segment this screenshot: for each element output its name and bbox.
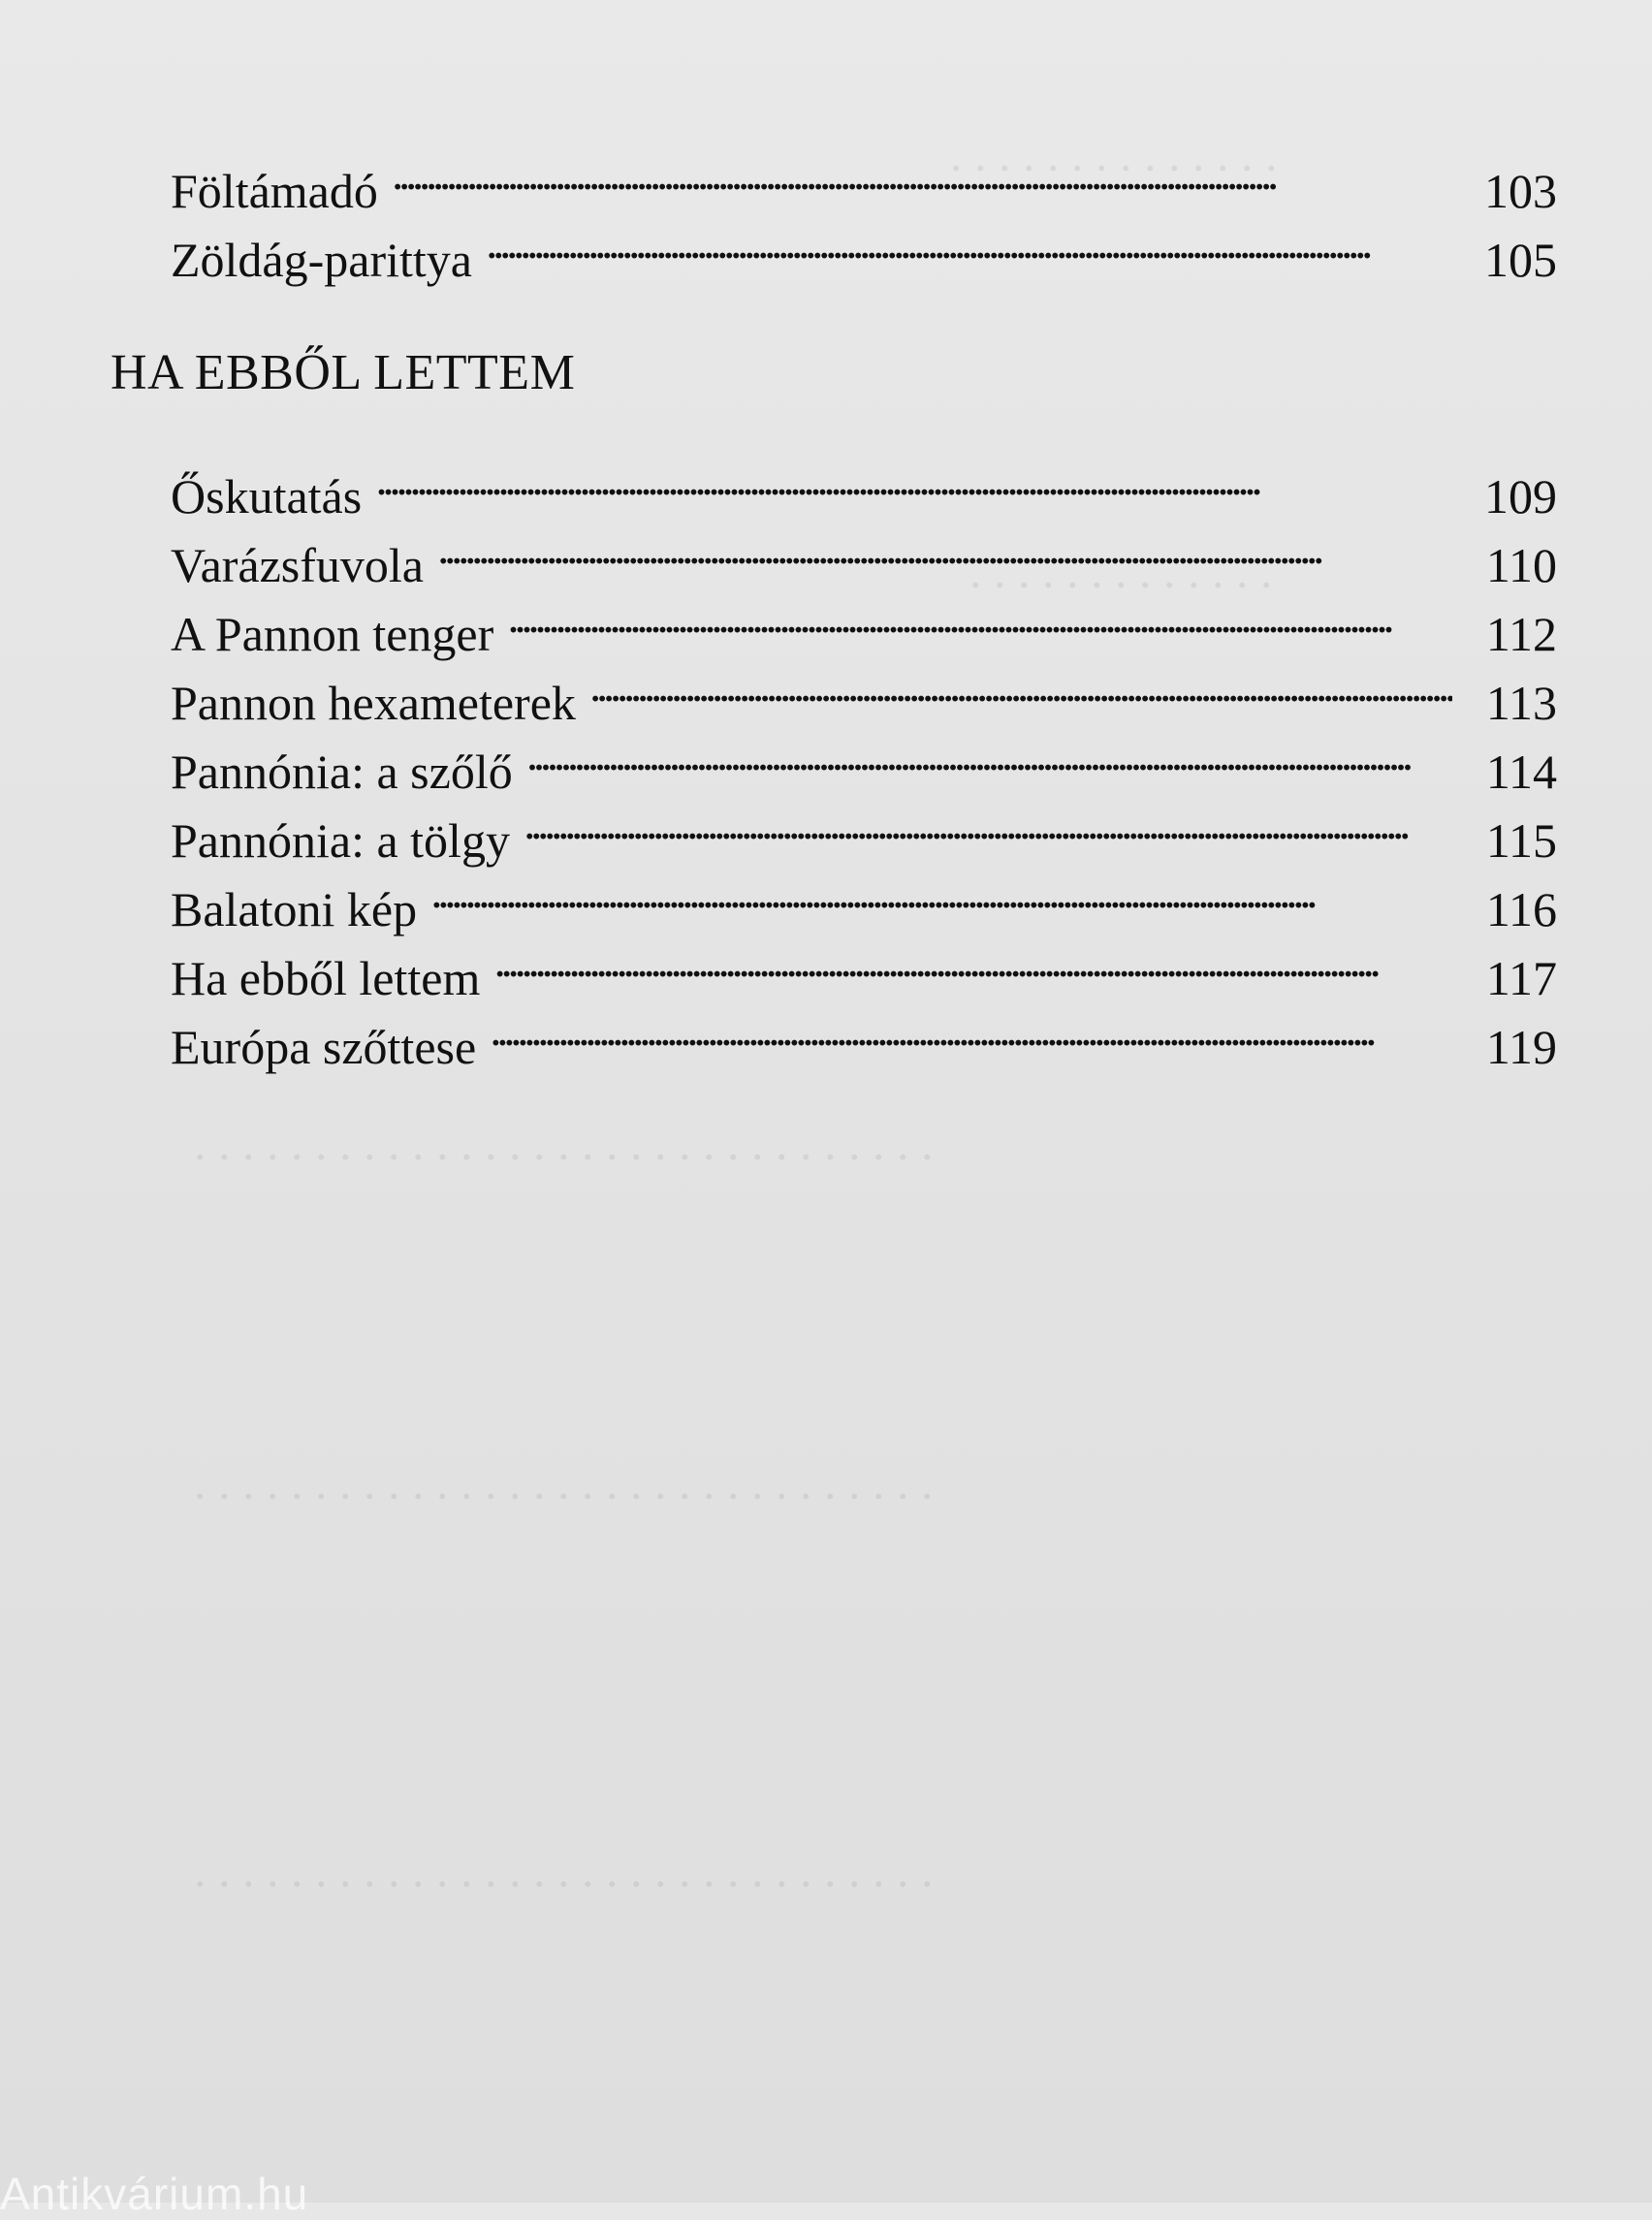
toc-entry-page: 115 <box>1485 813 1557 868</box>
toc-top-group <box>171 139 1557 287</box>
toc-entry[interactable] <box>171 207 1557 287</box>
show-through-decoration: . . . . . . . . . . . . . <box>969 544 1273 598</box>
toc-entry[interactable] <box>171 582 1557 661</box>
toc-entry-page: 110 <box>1485 538 1557 592</box>
dot-leader <box>392 139 1452 207</box>
dot-leader <box>526 719 1452 788</box>
toc-entry-title: Ha ebből lettem <box>171 951 481 1005</box>
toc-section-group <box>171 444 1557 1074</box>
dot-leader <box>493 926 1452 995</box>
dot-leader <box>486 207 1452 276</box>
toc-entry[interactable] <box>171 139 1557 218</box>
toc-entry-page: 113 <box>1485 676 1557 730</box>
toc-entry[interactable] <box>171 857 1557 936</box>
dot-leader <box>490 995 1452 1063</box>
dot-leader <box>589 650 1452 719</box>
toc-entry-title: Pannónia: a szőlő <box>171 745 513 799</box>
toc-entry-title: Pannónia: a tölgy <box>171 813 510 868</box>
toc-entry-title: Pannon hexameterek <box>171 676 576 730</box>
toc-entry-page: 116 <box>1485 882 1557 936</box>
show-through-decoration: . . . . . . . . . . . . . . . . . . . . . . . . . . . . . . . <box>194 1455 934 1509</box>
show-through-decoration: . . . . . . . . . . . . . . <box>950 127 1278 181</box>
section-heading: HA EBBŐL LETTEM <box>111 345 576 400</box>
toc-entry-title: A Pannon tenger <box>171 607 494 661</box>
show-through-decoration: . . . . . . . . . . . . . . . . . . . . . . . . . . . . . . . <box>194 1116 934 1170</box>
toc-entry[interactable] <box>171 444 1557 523</box>
toc-entry-page: 105 <box>1484 233 1557 287</box>
toc-entry-title: Európa szőttese <box>171 1020 477 1074</box>
dot-leader <box>430 857 1452 926</box>
toc-entry-page: 114 <box>1485 745 1557 799</box>
toc-entry-page: 109 <box>1484 469 1557 523</box>
toc-entry-page: 112 <box>1485 607 1557 661</box>
dot-leader <box>507 582 1452 650</box>
toc-entry-title: Őskutatás <box>171 469 363 523</box>
show-through-decoration: . . . . . . . . . . . . . . . . . . . . . . . . . . . . . . . <box>194 1843 934 1897</box>
dot-leader <box>375 444 1452 513</box>
toc-entry-page: 117 <box>1485 951 1557 1005</box>
toc-entry[interactable] <box>171 650 1557 730</box>
toc-entry-title: Varázsfuvola <box>171 538 424 592</box>
dot-leader <box>437 513 1452 582</box>
toc-entry-title: Zöldág-parittya <box>171 233 472 287</box>
toc-entry-page: 119 <box>1485 1020 1557 1074</box>
toc-entry[interactable] <box>171 788 1557 868</box>
dot-leader <box>524 788 1452 857</box>
toc-entry-page: 103 <box>1484 164 1557 218</box>
toc-entry-title: Balatoni kép <box>171 882 418 936</box>
toc-entry[interactable] <box>171 719 1557 799</box>
toc-entry[interactable] <box>171 513 1557 592</box>
watermark: Antikvárium.hu <box>0 2169 309 2219</box>
toc-entry[interactable] <box>171 995 1557 1074</box>
toc-entry-title: Föltámadó <box>171 164 378 218</box>
toc-entry[interactable] <box>171 926 1557 1005</box>
